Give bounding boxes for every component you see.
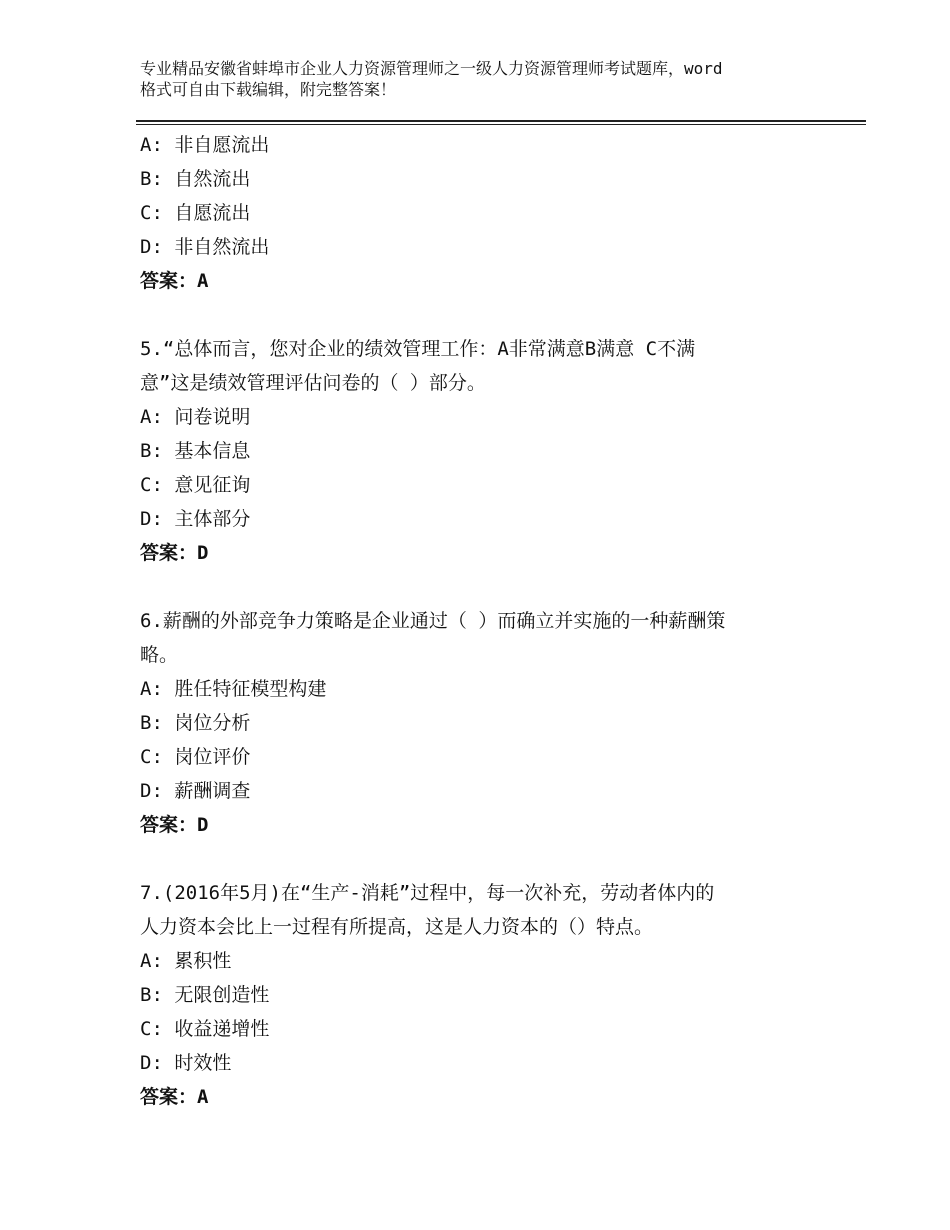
option-c: C: 自愿流出 [140, 202, 251, 224]
answer-line: 答案：A [140, 270, 209, 292]
spacer [140, 842, 840, 876]
option-a: A: 非自愿流出 [140, 134, 270, 156]
question-6 [140, 604, 840, 842]
option-a: A: 累积性 [140, 950, 232, 972]
option-c: C: 意见征询 [140, 474, 251, 496]
answer-line: 答案：D [140, 542, 209, 564]
question-5 [140, 332, 840, 570]
question-stem-line-1: 7.(2016年5月)在“生产-消耗”过程中，每一次补充，劳动者体内的 [140, 882, 715, 904]
option-b: B: 无限创造性 [140, 984, 270, 1006]
question-stem-line-1: 5.“总体而言，您对企业的绩效管理工作：A非常满意B满意 C不满 [140, 338, 696, 360]
option-b: B: 自然流出 [140, 168, 251, 190]
question-stem-line-2: 略。 [140, 644, 179, 666]
header-divider [136, 120, 866, 125]
question-stem-line-1: 6.薪酬的外部竞争力策略是企业通过（ ）而确立并实施的一种薪酬策 [140, 610, 726, 632]
option-a: A: 胜任特征模型构建 [140, 678, 327, 700]
header-title-line-1: 专业精品安徽省蚌埠市企业人力资源管理师之一级人力资源管理师考试题库，word [140, 59, 723, 78]
option-d: D: 主体部分 [140, 508, 251, 530]
spacer [140, 298, 840, 332]
question-stem-line-2: 意”这是绩效管理评估问卷的（ ）部分。 [140, 372, 486, 394]
option-b: B: 基本信息 [140, 440, 251, 462]
answer-line: 答案：A [140, 1086, 209, 1108]
question-list [140, 128, 840, 1114]
question-4 [140, 128, 840, 298]
option-c: C: 岗位评价 [140, 746, 251, 768]
option-d: D: 薪酬调查 [140, 780, 251, 802]
spacer [140, 570, 840, 604]
question-stem-line-2: 人力资本会比上一过程有所提高，这是人力资本的（）特点。 [140, 916, 654, 938]
option-b: B: 岗位分析 [140, 712, 251, 734]
answer-line: 答案：D [140, 814, 209, 836]
header-title-line-2: 格式可自由下载编辑，附完整答案！ [140, 80, 397, 99]
option-a: A: 问卷说明 [140, 406, 251, 428]
page-header [140, 58, 840, 100]
option-d: D: 非自然流出 [140, 236, 270, 258]
option-d: D: 时效性 [140, 1052, 232, 1074]
question-7 [140, 876, 840, 1114]
option-c: C: 收益递增性 [140, 1018, 270, 1040]
